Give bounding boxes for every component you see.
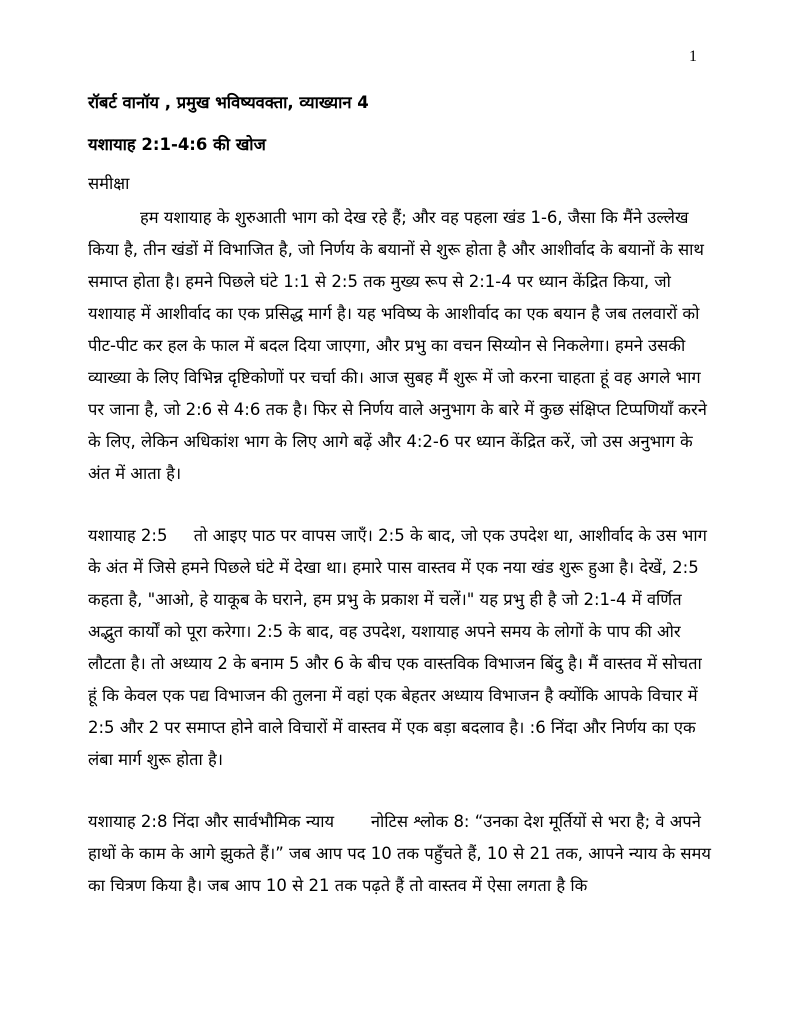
scripture-reference: यशायाह 2:5: [88, 526, 168, 545]
paragraph-isaiah-2-8: [88, 806, 712, 902]
scripture-reference: यशायाह 2:8 निंदा और सार्वभौमिक न्याय: [88, 812, 335, 831]
paragraph-isaiah-2-5: [88, 520, 712, 776]
page-number: 1: [689, 48, 697, 65]
paragraph-review: [88, 202, 712, 490]
lecture-title: रॉबर्ट वानॉय , प्रमुख भविष्यवक्ता, व्याख्यान 4: [88, 93, 369, 112]
paragraph-text: नोटिस श्लोक 8: “उनका देश मूर्तियों से भरा है; वे अपने हाथों के काम के आगे झुकते हैं।” जब आप पद 10 तक पहुँचते हैं, 10 से 21 तक, आपने न्याय के समय का चित्रण किया है। जब आप 10 से 21 तक पढ़ते हैं तो वास्तव में ऐसा लगता है कि: [88, 812, 711, 895]
paragraph-text: तो आइए पाठ पर वापस जाएँ। 2:5 के बाद, जो एक उपदेश था, आशीर्वाद के उस भाग के अंत में जिसे हमने पिछले घंटे में देखा था। हमारे पास वास्तव में एक नया खंड शुरू हुआ है। देखें, 2:5 कहता है, "आओ, हे याकूब के घराने, हम प्रभु के प्रकाश में चलें।" यह प्रभु ही है जो 2:1-4 में वर्णित अद्भुत कार्यों को पूरा करेगा। 2:5 के बाद, वह उपदेश, यशायाह अपने समय के लोगों के पाप की ओर लौटता है। तो अध्याय 2 के बनाम 5 और 6 के बीच एक वास्तविक विभाजन बिंदु है। मैं वास्तव में सोचता हूं कि केवल एक पद्य विभाजन की तुलना में वहां एक बेहतर अध्याय विभाजन है क्योंकि आपके विचार में 2:5 और 2 पर समाप्त होने वाले विचारों में वास्तव में एक बड़ा बदलाव है। :6 निंदा और निर्णय का एक लंबा मार्ग शुरू होता है।: [88, 526, 707, 769]
paragraph-text: हम यशायाह के शुरुआती भाग को देख रहे हैं; और वह पहला खंड 1-6, जैसा कि मैंने उल्लेख किया है, तीन खंडों में विभाजित है, जो निर्णय के बयानों से शुरू होता है और आशीर्वाद के बयानों के साथ समाप्त होता है। हमने पिछले घंटे 1:1 से 2:5 तक मुख्य रूप से 2:1-4 पर ध्यान केंद्रित किया, जो यशायाह में आशीर्वाद का एक प्रसिद्ध मार्ग है। यह भविष्य के आशीर्वाद का एक बयान है जब तलवारों को पीट-पीट कर हल के फाल में बदल दिया जाएगा, और प्रभु का वचन सिय्योन से निकलेगा। हमने उसकी व्याख्या के लिए विभिन्न दृष्टिकोणों पर चर्चा की। आज सुबह मैं शुरू में जो करना चाहता हूं वह अगले भाग पर जाना है, जो 2:6 से 4:6 तक है। फिर से निर्णय वाले अनुभाग के बारे में कुछ संक्षिप्त टिप्पणियाँ करने के लिए, लेकिन अधिकांश भाग के लिए आगे बढ़ें और 4:2-6 पर ध्यान केंद्रित करें, जो उस अनुभाग के अंत में आता है।: [88, 208, 707, 483]
subheading: समीक्षा: [88, 174, 130, 193]
document-body: [88, 82, 712, 932]
section-heading: यशायाह 2:1-4:6 की खोज: [88, 135, 266, 154]
